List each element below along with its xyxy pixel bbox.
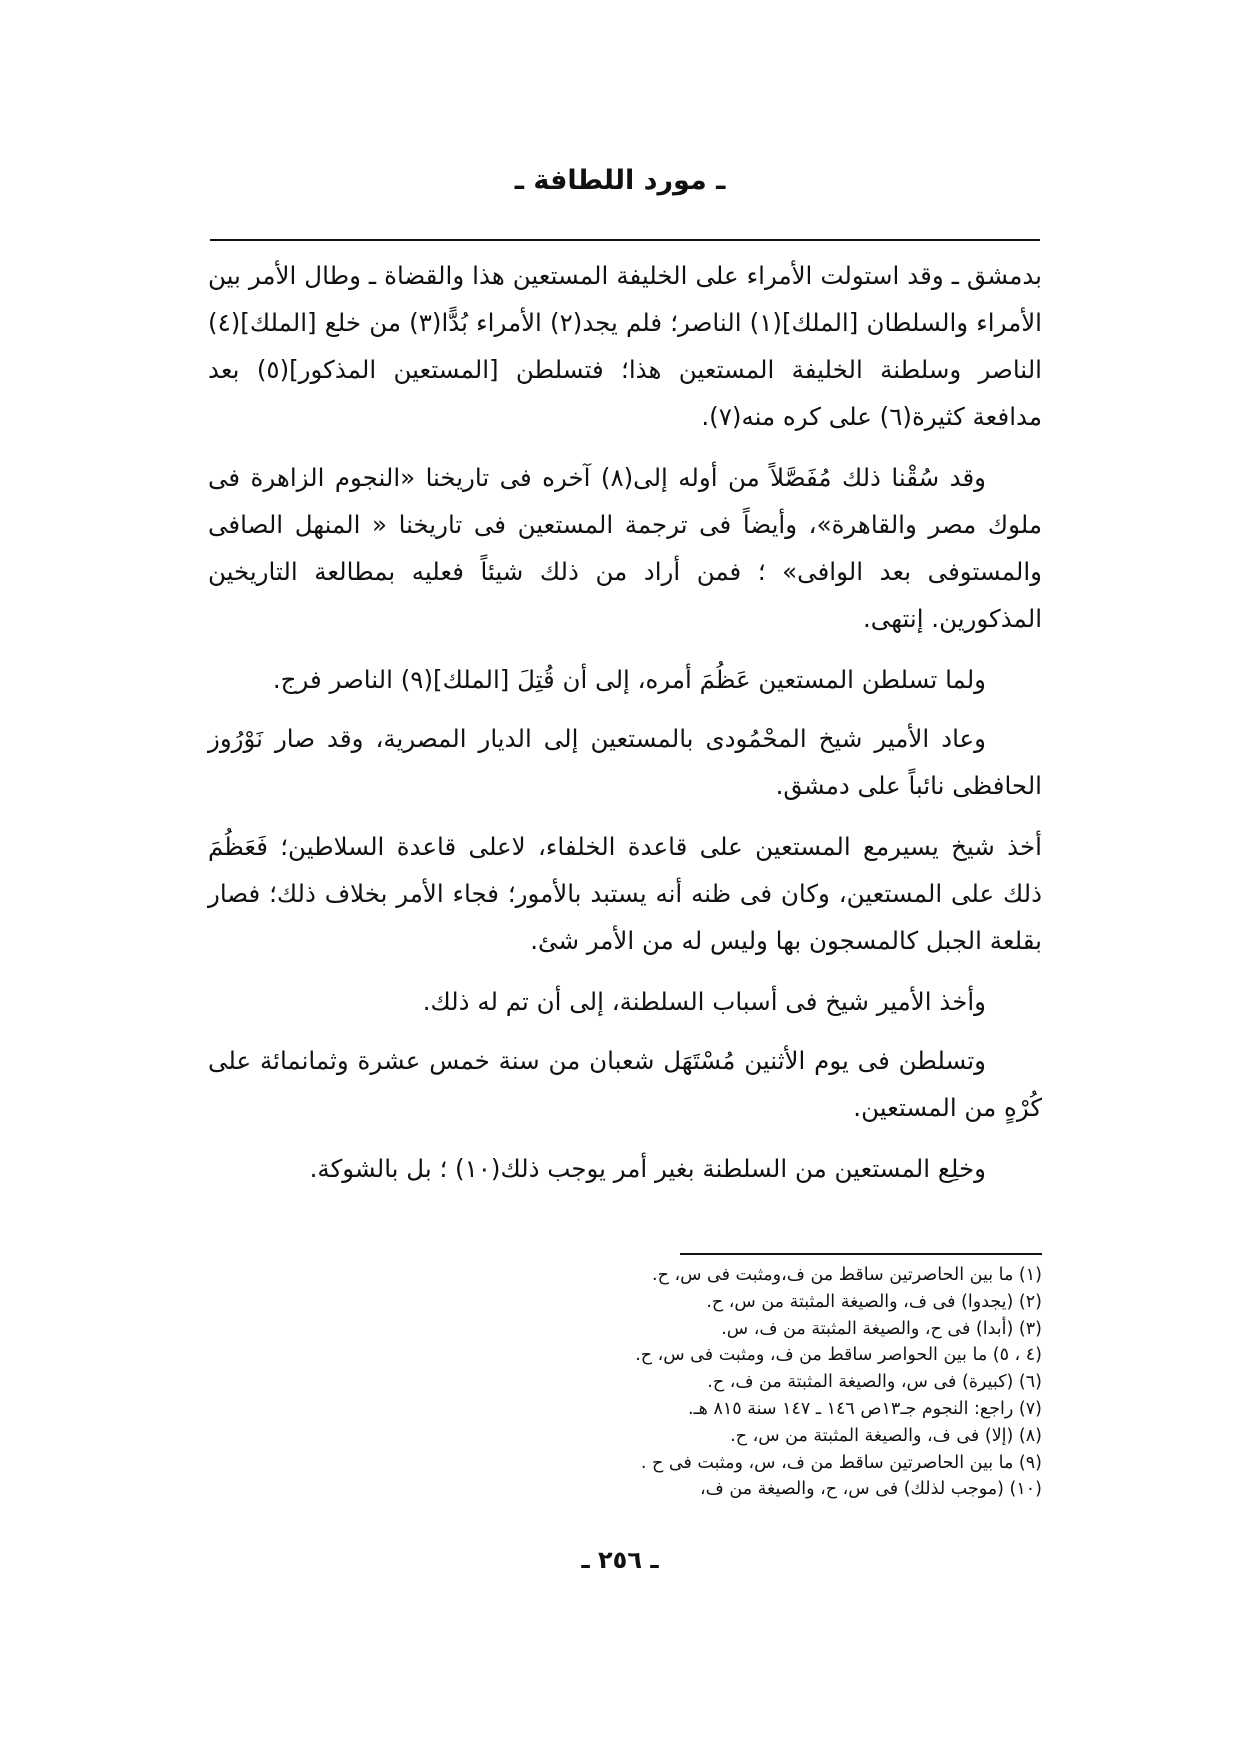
page-number: ـ ٢٥٦ ـ — [581, 1546, 659, 1574]
paragraph: وقد سُقْنا ذلك مُفَصَّلاً من أوله إلى(٨) آخره فى تاريخنا «النجوم الزاهرة فى ملوك مصر والقاهرة»، وأيضاً فى ترجمة المستعين فى تاريخنا « المنهل الصافى والمستوفى بعد الوافى» ؛ فمن أراد من ذلك شيئاً فعليه بمطالعة التاريخين المذكورين. إنتهى. — [208, 463, 1042, 633]
footnote: (١٠) (موجب لذلك) فى س، ح، والصيغة من ف، — [700, 1479, 1042, 1500]
header-divider — [210, 239, 1040, 241]
footnote: (٤ ، ٥) ما بين الحواصر ساقط من ف، ومثبت فى س، ح. — [635, 1345, 1042, 1366]
footnote: (٦) (كبيرة) فى س، والصيغة المثبتة من ف، ح. — [707, 1372, 1042, 1393]
paragraph: وأخذ الأمير شيخ فى أسباب السلطنة، إلى أن تم له ذلك. — [422, 987, 986, 1016]
paragraph: وخلِع المستعين من السلطنة بغير أمر يوجب ذلك(١٠) ؛ بل بالشوكة. — [309, 1154, 986, 1183]
paragraph: بدمشق ـ وقد استولت الأمراء على الخليفة المستعين هذا والقضاة ـ وطال الأمر بين الأمراء والسلطان [الملك](١) الناصر؛ فلم يجد(٢) الأمراء بُدًّا(٣) من خلع [الملك](٤) الناصر وسلطنة الخليفة المستعين هذا؛ فتسلطن [المستعين المذكور](٥) بعد مدافعة كثيرة(٦) على كره منه(٧). — [208, 261, 1042, 431]
paragraph: وتسلطن فى يوم الأثنين مُسْتَهَل شعبان من سنة خمس عشرة وثمانمائة على كُرْهٍ من المستعين. — [208, 1046, 1042, 1122]
footnote: (١) ما بين الحاصرتين ساقط من ف،ومثبت فى س، ح. — [652, 1265, 1042, 1285]
footnote: (٢) (يجدوا) فى ف، والصيغة المثبتة من س، ح. — [706, 1291, 1042, 1312]
footnote: (٨) (إلا) فى ف، والصيغة المثبتة من س، ح. — [730, 1425, 1042, 1446]
footnote: (٧) راجع: النجوم جـ١٣ص ١٤٦ ـ ١٤٧ سنة ٨١٥ هـ. — [687, 1398, 1042, 1419]
footnote: (٣) (أبدا) فى ح، والصيغة المثبتة من ف، س. — [721, 1318, 1042, 1339]
footnote-divider — [680, 1253, 1042, 1255]
paragraph: وعاد الأمير شيخ المحْمُودى بالمستعين إلى الديار المصرية، وقد صار نَوْرُوز الحافظى نائباً على دمشق. — [208, 724, 1042, 800]
running-header: ـ مورد اللطافة ـ — [514, 165, 726, 196]
paragraph: أخذ شيخ يسيرمع المستعين على قاعدة الخلفاء، لاعلى قاعدة السلاطين؛ فَعَظُمَ ذلك على المستعين، وكان فى ظنه أنه يستبد بالأمور؛ فجاء الأمر بخلاف ذلك؛ فصار بقلعة الجبل كالمسجون بها وليس له من الأمر شئ. — [208, 832, 1042, 955]
footnotes — [520, 1262, 1042, 1503]
main-text — [208, 252, 1042, 1206]
paragraph: ولما تسلطن المستعين عَظُمَ أمره، إلى أن قُتِلَ [الملك](٩) الناصر فرج. — [272, 665, 986, 694]
footnote: (٩) ما بين الحاصرتين ساقط من ف، س، ومثبت فى ح . — [640, 1452, 1042, 1473]
